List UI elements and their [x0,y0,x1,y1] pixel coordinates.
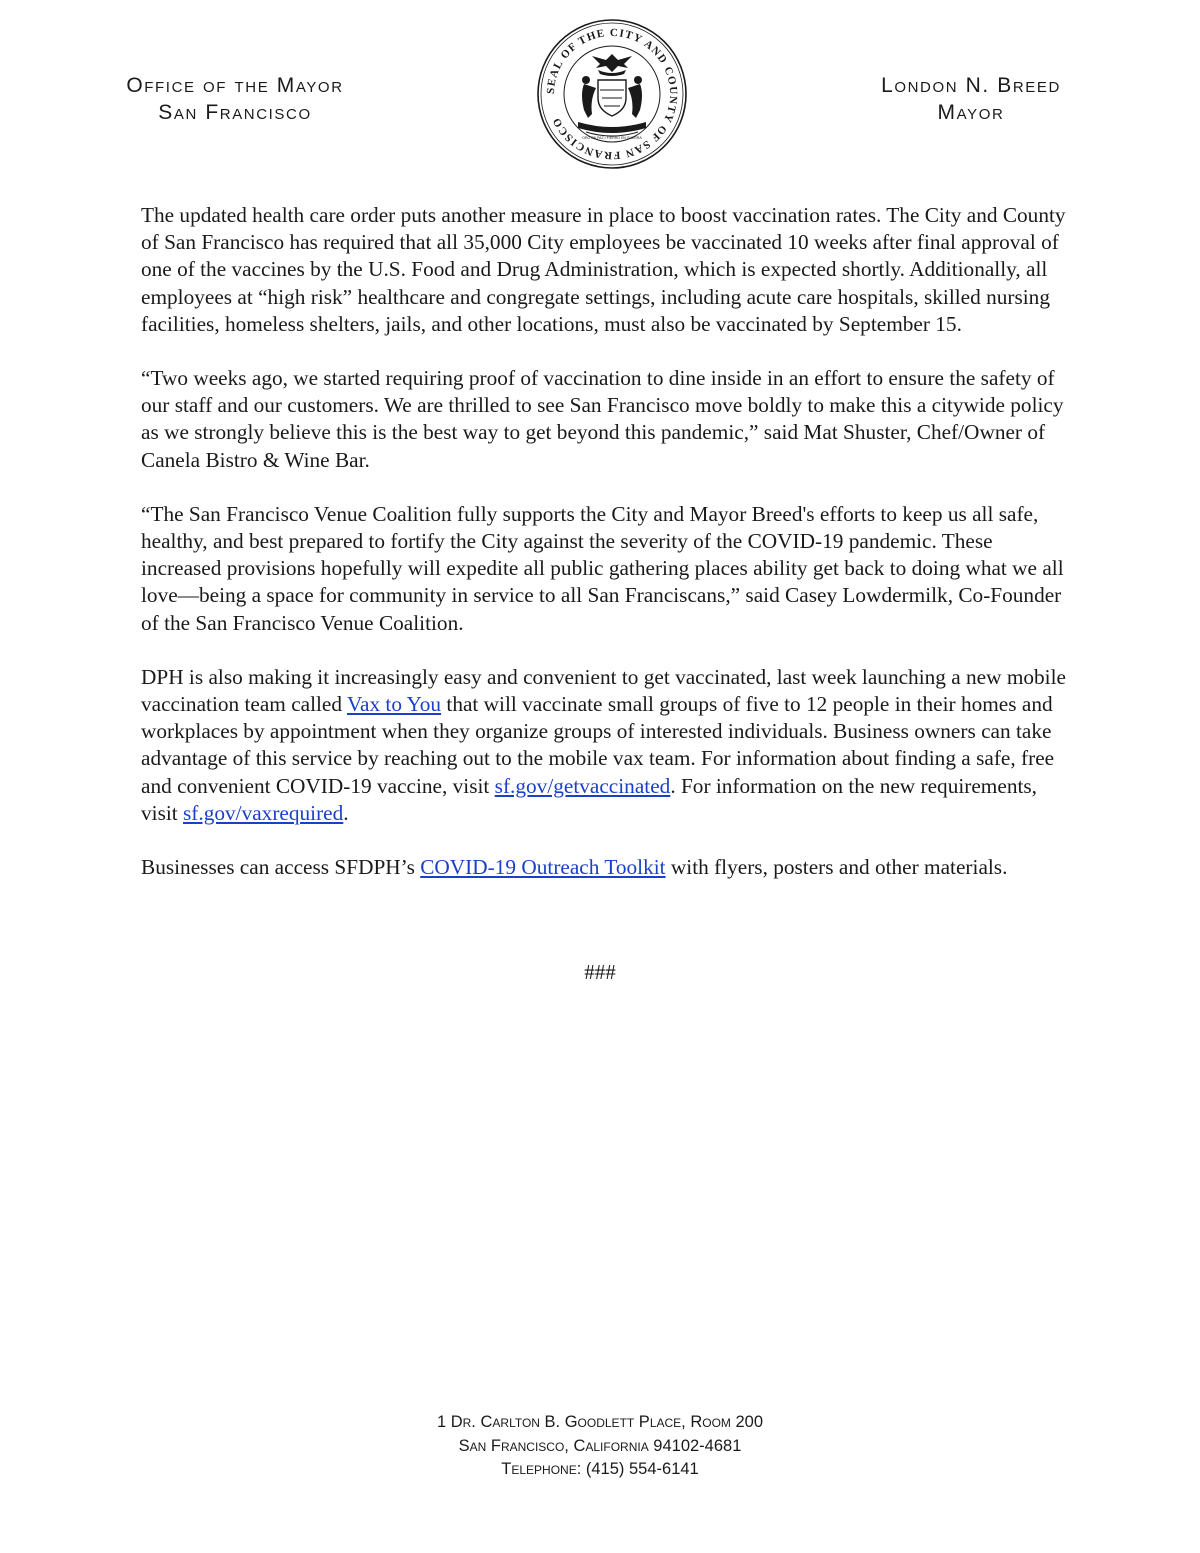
address-line-1: 1 Dr. Carlton B. Goodlett Place, Room 200 [436,1413,764,1431]
vax-to-you-link[interactable]: Vax to You [346,692,442,717]
office-header [100,72,370,126]
outreach-toolkit-link[interactable]: COVID-19 Outreach Toolkit [420,855,666,880]
paragraph-employee-vaccination: The updated health care order puts another measure in place to boost vaccination rates. The City and County of San Francisco has required that all 35,000 City employees be vaccinated 10 weeks after final approval of one of the vaccines by the U.S. Food and Drug Administration, which is expected shortly. Additionally, all employees at “high risk” healthcare and congregate settings, including acute care hospitals, skilled nursing facilities, homeless shelters, jails, and other locations, must also be vaccinated by September 15. [141,203,1066,336]
mayor-title: Mayor [937,101,1005,124]
paragraph-shuster-quote: “Two weeks ago, we started requiring proof of vaccination to dine inside in an effort to ensure the safety of our staff and our customers. We are thrilled to see San Francisco move boldly to make this a citywide policy as we strongly believe this is the best way to get beyond this pandemic,” said Mat Shuster, Chef/Owner of Canela Bistro & Wine Bar. [141,366,1064,472]
seal-ring-text: SEAL OF THE CITY AND COUNTY OF SAN FRANCISCO [544,26,680,162]
address-line-2: San Francisco, California 94102-4681 [458,1436,742,1455]
svg-text:SEAL OF THE CITY AND COUNTY OF [545,27,679,161]
mayor-name: London N. Breed [881,74,1061,97]
paragraph-text: DPH is also making it increasingly easy and convenient to get vaccinated, last week launching a new mobile vaccination team called [141,664,1066,717]
telephone: Telephone: (415) 554-6141 [501,1460,699,1478]
mayor-header [858,72,1084,126]
paragraph-text: . [343,800,349,825]
footer-address [0,1411,1200,1482]
office-title: Office of the Mayor [126,74,344,97]
press-release-body [141,202,1071,908]
office-city: San Francisco [158,101,312,124]
city-seal-icon [536,18,688,170]
paragraph-outreach-toolkit [141,854,1071,881]
paragraph-text: that will vaccinate small groups of five to 12 people in their homes and workplaces by appointment when they organize groups of interested individuals. Business owners can take advantage of this service by reaching out to the mobile vax team. For information about finding a safe, free and convenient COVID-19 vaccine, visit [141,692,1055,798]
vaxrequired-link[interactable]: sf.gov/vaxrequired [183,800,344,825]
seal-banner-text: ORO EN PAZ • FIERRO EN GUERRA [582,136,642,140]
getvaccinated-link[interactable]: sf.gov/getvaccinated [494,773,671,798]
paragraph-text: . For information on the new requirements, visit [141,773,1038,825]
paragraph-text: Businesses can access SFDPH’s [141,855,421,880]
paragraph-vax-to-you [141,664,1071,827]
paragraph-venue-coalition-quote: “The San Francisco Venue Coalition fully supports the City and Mayor Breed's efforts to keep us all safe, healthy, and best prepared to fortify the City against the severity of the COVID-19 pandemic. These increased provisions hopefully will expedite all public gathering places ability get back to doing what we all love—being a space for community in service to all San Franciscans,” said Casey Lowdermilk, Co-Founder of the San Francisco Venue Coalition. [141,501,1064,635]
end-mark: ### [584,960,616,984]
paragraph-text: with flyers, posters and other materials. [665,855,1008,880]
